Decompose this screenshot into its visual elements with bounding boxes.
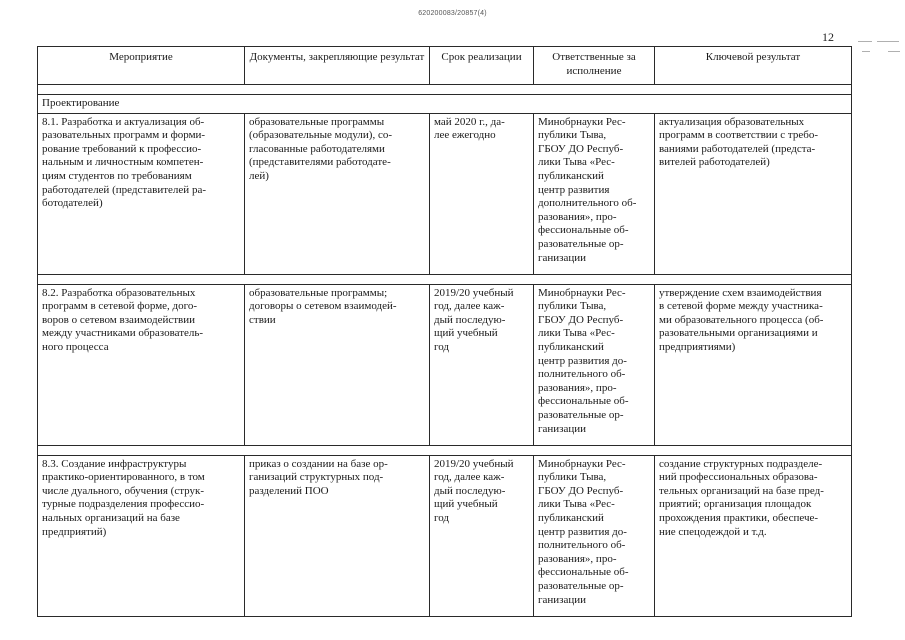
cell-text-line: центр развития до- xyxy=(538,525,627,538)
cell-text-line: ганизации xyxy=(538,422,587,435)
cell-text-line: турные подразделения профессио- xyxy=(42,498,205,511)
table-row xyxy=(38,113,852,274)
cell-term xyxy=(430,284,534,445)
cell-text-line: полнительного об- xyxy=(538,368,626,381)
cell-text-line: работодателей (представителей ра- xyxy=(42,183,206,196)
cell-text-line: ний профессиональных образова- xyxy=(659,471,818,484)
cell-term xyxy=(430,455,534,616)
cell-text-line: приятий; организация площадок xyxy=(659,498,812,511)
cell-text-line: рование требований к профессио- xyxy=(42,142,202,155)
gap-row xyxy=(38,274,852,284)
cell-text-line: публиканский xyxy=(538,340,604,353)
cell-text-line: публиканский xyxy=(538,169,604,182)
gap-row xyxy=(38,445,852,455)
cell-term xyxy=(430,113,534,274)
cell-text-line: щий учебный xyxy=(434,327,498,340)
cell-text-line: числе дуального, обучения (струк- xyxy=(42,484,205,497)
cell-text-line: (представителями работодате- xyxy=(249,156,391,169)
scan-artifact xyxy=(862,51,870,52)
cell-result xyxy=(655,455,852,616)
cell-text-line: дый последую- xyxy=(434,484,506,497)
cell-text-line: разования», про- xyxy=(538,552,617,565)
cell-text-line: Минобрнауки Рес- xyxy=(538,286,626,299)
cell-text-line: Минобрнауки Рес- xyxy=(538,457,626,470)
page-number: 12 xyxy=(822,30,834,44)
cell-documents xyxy=(245,284,430,445)
cell-text-line: разования», про- xyxy=(538,381,617,394)
cell-text-line: предприятиями) xyxy=(659,340,736,353)
cell-text-line: лики Тыва «Рес- xyxy=(538,327,615,340)
header-responsible: Ответственные за исполнение xyxy=(534,47,655,85)
cell-text-line: фессиональные об- xyxy=(538,224,629,237)
cell-text-line: лики Тыва «Рес- xyxy=(538,498,615,511)
table-row xyxy=(38,455,852,616)
cell-text-line: ваниями работодателей (предста- xyxy=(659,142,816,155)
cell-text-line: год xyxy=(434,340,450,353)
header-result: Ключевой результат xyxy=(655,47,852,85)
cell-text-line: лей) xyxy=(249,169,269,182)
cell-text-line: центр развития до- xyxy=(538,354,627,367)
cell-responsible xyxy=(534,113,655,274)
cell-result xyxy=(655,113,852,274)
cell-text-line: год xyxy=(434,511,450,524)
cell-text-line: 2019/20 учебный xyxy=(434,457,514,470)
cell-text-line: ганизаций структурных под- xyxy=(249,471,384,484)
cell-text-line: 8.3. Создание инфраструктуры xyxy=(42,457,187,470)
cell-text-line: Минобрнауки Рес- xyxy=(538,115,626,128)
cell-text-line: публики Тыва, xyxy=(538,129,607,142)
cell-text-line: май 2020 г., да- xyxy=(434,115,505,128)
cell-text-line: в сетевой форме между участника- xyxy=(659,300,823,313)
cell-text-line: (образовательные модули), со- xyxy=(249,129,393,142)
cell-text-line: полнительного об- xyxy=(538,539,626,552)
cell-text-line: ганизации xyxy=(538,593,587,606)
cell-text-line: публики Тыва, xyxy=(538,300,607,313)
cell-text-line: разовательные ор- xyxy=(538,579,624,592)
cell-text-line: ганизации xyxy=(538,251,587,264)
cell-text-line: 8.1. Разработка и актуализация об- xyxy=(42,115,205,128)
cell-text-line: нальных организаций на базе xyxy=(42,511,180,524)
cell-event xyxy=(38,284,245,445)
section-title: Проектирование xyxy=(38,95,852,114)
cell-text-line: циям студентов по требованиям xyxy=(42,169,192,182)
cell-text-line: разовательными организациями и xyxy=(659,327,818,340)
cell-text-line: утверждение схем взаимодействия xyxy=(659,286,822,299)
cell-text-line: 2019/20 учебный xyxy=(434,286,514,299)
cell-text-line: разовательных программ и форми- xyxy=(42,129,206,142)
cell-text-line: центр развития xyxy=(538,183,610,196)
cell-text-line: разовательные ор- xyxy=(538,408,624,421)
cell-text-line: договоры о сетевом взаимодей- xyxy=(249,300,397,313)
cell-result xyxy=(655,284,852,445)
cell-text-line: программ в соответствии с требо- xyxy=(659,129,819,142)
cell-text-line: дополнительного об- xyxy=(538,197,637,210)
scan-artifact xyxy=(888,51,900,52)
header-documents: Документы, закрепляющие результат xyxy=(245,47,430,85)
cell-documents xyxy=(245,113,430,274)
cell-text-line: разделений ПОО xyxy=(249,484,329,497)
cell-responsible xyxy=(534,284,655,445)
cell-text-line: практико-ориентированного, в том xyxy=(42,471,205,484)
gap-cell xyxy=(38,85,852,95)
document-id-stamp: 620200083/20857(4) xyxy=(418,10,487,17)
section-row xyxy=(38,95,852,114)
header-term: Срок реализации xyxy=(430,47,534,85)
cell-text-line: год, далее каж- xyxy=(434,300,505,313)
cell-text-line: публиканский xyxy=(538,511,604,524)
cell-responsible xyxy=(534,455,655,616)
cell-text-line: ного процесса xyxy=(42,340,109,353)
cell-text-line: щий учебный xyxy=(434,498,498,511)
cell-event xyxy=(38,113,245,274)
cell-text-line: ГБОУ ДО Респуб- xyxy=(538,484,624,497)
cell-text-line: гласованные работодателями xyxy=(249,142,385,155)
gap-cell xyxy=(38,274,852,284)
cell-text-line: публики Тыва, xyxy=(538,471,607,484)
cell-text-line: образовательные программы xyxy=(249,115,385,128)
cell-text-line: 8.2. Разработка образовательных xyxy=(42,286,196,299)
cell-text-line: разовательные ор- xyxy=(538,237,624,250)
cell-text-line: ствии xyxy=(249,313,276,326)
events-table xyxy=(37,46,852,617)
cell-text-line: приказ о создании на базе ор- xyxy=(249,457,388,470)
cell-text-line: тельных организаций на базе пред- xyxy=(659,484,824,497)
cell-text-line: между участниками образователь- xyxy=(42,327,204,340)
cell-text-line: фессиональные об- xyxy=(538,566,629,579)
cell-text-line: дый последую- xyxy=(434,313,506,326)
cell-text-line: актуализация образовательных xyxy=(659,115,805,128)
cell-text-line: нальным и личностным компетен- xyxy=(42,156,204,169)
cell-text-line: ГБОУ ДО Респуб- xyxy=(538,313,624,326)
cell-text-line: создание структурных подразделе- xyxy=(659,457,823,470)
header-event: Мероприятие xyxy=(38,47,245,85)
cell-text-line: ми образовательного процесса (об- xyxy=(659,313,824,326)
cell-text-line: фессиональные об- xyxy=(538,395,629,408)
cell-text-line: предприятий) xyxy=(42,525,107,538)
cell-text-line: лики Тыва «Рес- xyxy=(538,156,615,169)
cell-text-line: разования», про- xyxy=(538,210,617,223)
cell-text-line: ние спецодеждой и т.д. xyxy=(659,525,767,538)
cell-text-line: воров о сетевом взаимодействии xyxy=(42,313,195,326)
gap-cell xyxy=(38,445,852,455)
cell-text-line: вителей работодателей) xyxy=(659,156,770,169)
cell-text-line: прохождения практики, обеспече- xyxy=(659,511,819,524)
table-row xyxy=(38,284,852,445)
cell-text-line: программ в сетевой форме, дого- xyxy=(42,300,198,313)
cell-text-line: год, далее каж- xyxy=(434,471,505,484)
scan-artifact xyxy=(877,41,899,42)
cell-text-line: ботодателей) xyxy=(42,197,103,210)
gap-row xyxy=(38,85,852,95)
cell-documents xyxy=(245,455,430,616)
table-header-row xyxy=(38,47,852,85)
cell-text-line: образовательные программы; xyxy=(249,286,388,299)
cell-text-line: лее ежегодно xyxy=(434,129,496,142)
cell-event xyxy=(38,455,245,616)
cell-text-line: ГБОУ ДО Респуб- xyxy=(538,142,624,155)
scan-artifact xyxy=(858,41,872,42)
